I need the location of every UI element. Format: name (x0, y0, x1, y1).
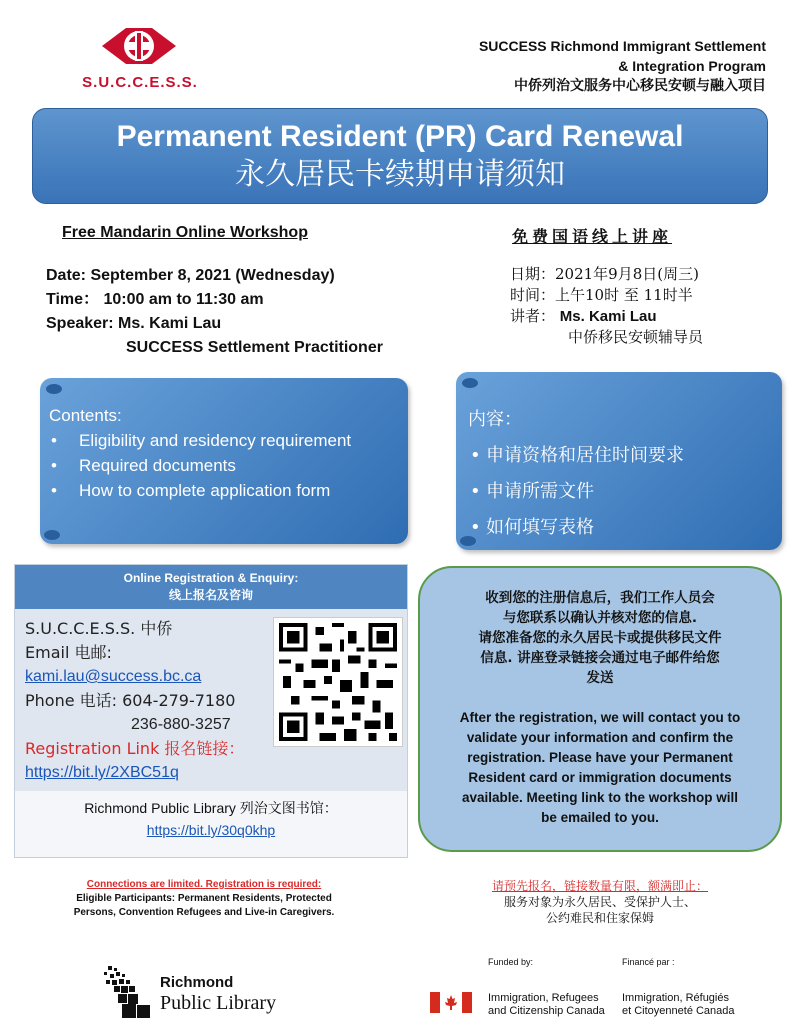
dept-fr-line1: Immigration, Réfugiés (622, 992, 729, 1004)
eligibility-note-en (34, 878, 374, 920)
confirmation-box (418, 566, 782, 852)
registration-contact (25, 617, 244, 785)
workshop-details-en (46, 264, 383, 360)
org-name-en-line1: SUCCESS Richmond Immigrant Settlement (478, 38, 766, 54)
canada-flag-icon (430, 992, 472, 1013)
scroll-curl-decoration (44, 530, 60, 540)
note-warning-cn: 请预先报名，链接数量有限，额满即止： (491, 879, 708, 893)
banner-title-cn: 永久居民卡续期申请须知 (235, 157, 565, 192)
confirmation-line-en: be emailed to you. (541, 810, 659, 825)
phone-line: Phone 电话: 604-279-7180 (25, 691, 236, 710)
note-warning-en: Connections are limited. Registration is required: (86, 879, 322, 890)
workshop-details-cn (510, 264, 703, 348)
email-label: Email 电邮: (25, 643, 112, 662)
org-name-block (436, 36, 766, 96)
registration-link[interactable]: https://bit.ly/2XBC51q (25, 764, 179, 781)
confirmation-line-en: available. Meeting link to the workshop will (461, 790, 739, 805)
scroll-curl-decoration (46, 384, 62, 394)
note-line-cn: 公约难民和住家保姆 (545, 911, 654, 925)
contents-item-cn: • 申请所需文件 (468, 474, 772, 510)
confirmation-text-en (434, 708, 766, 828)
registration-heading-cn: 线上报名及咨询 (168, 588, 253, 602)
contents-scroll-cn (456, 372, 782, 550)
library-logo-icon (102, 964, 152, 1020)
library-label: Richmond Public Library 列治文图书馆： (84, 800, 338, 816)
contents-title-cn: 内容： (468, 409, 522, 430)
confirmation-line-cn: 请您准备您的永久居民卡或提供移民文件 (478, 630, 722, 646)
registration-link-label: Registration Link 报名链接： (25, 739, 245, 758)
dept-en-line2: and Citizenship Canada (488, 1005, 605, 1017)
speaker-title-en: SUCCESS Settlement Practitioner (126, 339, 383, 356)
workshop-heading-cn: 免费国语线上讲座 (512, 227, 673, 246)
success-logo-icon (98, 22, 180, 70)
time-cn: 时间：上午10时 至 11时半 (510, 286, 693, 304)
confirmation-text-cn (434, 588, 766, 688)
org-name-cn: 中侨列治文服务中心移民安顿与融入项目 (514, 78, 766, 94)
registration-heading-en: Online Registration & Enquiry: (123, 571, 299, 585)
confirmation-line-en: After the registration, we will contact you to (459, 710, 741, 725)
library-info (15, 791, 407, 857)
registration-header (15, 565, 407, 609)
contents-item-cn: • 如何填写表格 (468, 510, 772, 546)
contents-item-en: • How to complete application form (49, 478, 398, 503)
scroll-curl-decoration (462, 378, 478, 388)
contents-item-en: • Eligibility and residency requirement (49, 428, 398, 453)
ircc-name-en (488, 992, 605, 1018)
date-cn: 日期：2021年9月8日(周三) (510, 265, 699, 283)
contents-item-cn: • 申请资格和居住时间要求 (468, 438, 772, 474)
title-banner (32, 108, 768, 204)
banner-title-en: Permanent Resident (PR) Card Renewal (116, 120, 684, 153)
contents-scroll-en (40, 378, 408, 544)
speaker-label-cn: 讲者： (510, 307, 556, 325)
org-name-en-line2: & Integration Program (618, 58, 766, 74)
speaker-cn (510, 306, 703, 327)
richmond-library-logo (102, 964, 302, 1020)
workshop-heading-en: Free Mandarin Online Workshop (62, 224, 308, 241)
registration-panel (14, 564, 408, 858)
eligibility-note-cn (436, 878, 764, 926)
speaker-en: Speaker: Ms. Kami Lau (46, 315, 222, 332)
note-line-en: Eligible Participants: Permanent Residents, Protected (76, 893, 332, 904)
speaker-title-cn: 中侨移民安顿辅导员 (568, 328, 704, 346)
qr-code-icon[interactable] (273, 617, 403, 747)
confirmation-line-en: validate your information and confirm the (466, 730, 734, 745)
date-en: Date: September 8, 2021 (Wednesday) (46, 267, 335, 284)
confirmation-line-en: Resident card or immigration documents (468, 770, 732, 785)
confirmation-line-en: registration. Please have your Permanent (467, 750, 733, 765)
dept-fr-line2: et Citoyenneté Canada (622, 1005, 735, 1017)
phone-second: 236-880-3257 (131, 716, 231, 733)
confirmation-line-cn: 信息. 讲座登录链接会通过电子邮件给您 (480, 650, 720, 666)
library-name-line1: Richmond (160, 974, 234, 991)
contents-item-en: • Required documents (49, 453, 398, 478)
note-line-en: Persons, Convention Refugees and Live-in Caregivers. (73, 907, 335, 918)
confirmation-line-cn: 收到您的注册信息后，我们工作人员会 (485, 590, 715, 606)
dept-en-line1: Immigration, Refugees (488, 992, 599, 1004)
email-link[interactable]: kami.lau@success.bc.ca (25, 668, 202, 685)
funder-block (424, 952, 764, 1022)
speaker-name-cn: Ms. Kami Lau (559, 308, 657, 325)
time-en: Time： 10:00 am to 11:30 am (46, 291, 264, 308)
contact-org: S.U.C.C.E.S.S. 中侨 (25, 619, 173, 638)
ircc-name-fr (622, 992, 735, 1018)
note-line-cn: 服务对象为永久居民、受保护人士、 (503, 895, 696, 909)
finance-par-label: Financé par : (622, 957, 675, 967)
contents-title-en: Contents: (49, 406, 122, 425)
confirmation-line-cn: 与您联系以确认并核对您的信息. (502, 610, 698, 626)
library-name-line2: Public Library (160, 992, 277, 1014)
confirmation-line-cn: 发送 (586, 670, 614, 686)
library-link[interactable]: https://bit.ly/30q0khp (146, 822, 276, 838)
funded-by-label: Funded by: (488, 957, 534, 967)
logo-wordmark: S.U.C.C.E.S.S. (82, 74, 198, 91)
